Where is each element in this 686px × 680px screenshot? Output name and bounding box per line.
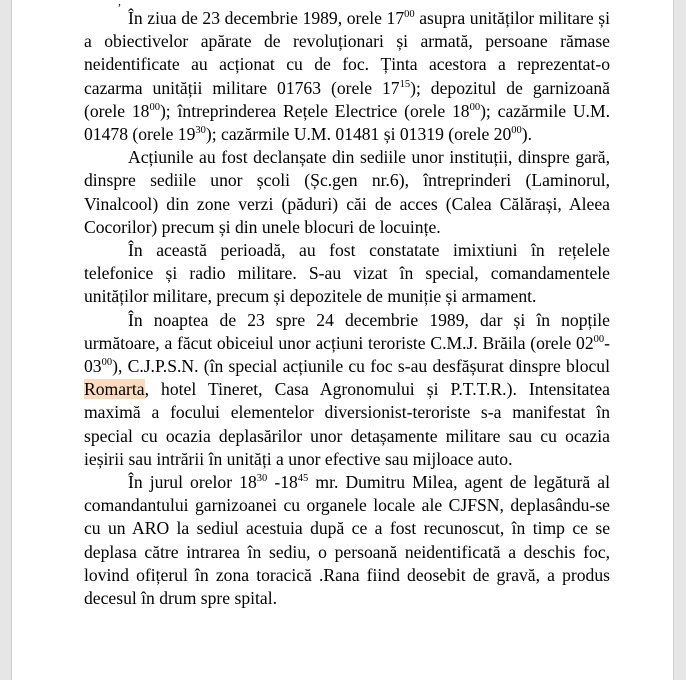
left-window-edge [0,0,12,680]
superscript-minutes: 15 [399,78,411,90]
document-page [84,7,610,610]
highlighted-word: Romarta [84,379,145,400]
text-run: În noaptea de 23 spre 24 decembrie 1989, dar și în nopțile următoare, a făcut obiceiul unor acțiuni teroriste C.M.J. Brăila (orele 02 [84,309,610,353]
superscript-minutes: 00 [593,333,605,345]
text-run: , hotel Tineret, Casa Agronomului și P.T.T.R.). Intensitatea maximă a focului elementelor diversionist-teroriste s-a manifestat în special cu ocazia deplasărilor unor detașamente militare sau cu ocazia ieșirii sau intrării în unități a unor efective sau mijloace auto. [84,379,610,469]
superscript-minutes: 45 [297,473,309,485]
text-run: -18 [267,472,298,493]
superscript-minutes: 30 [256,473,268,485]
text-run: -03 [84,332,610,377]
previous-line-fragment: , [118,0,121,8]
text-run: Acțiunile au fost declanșate din sediile unor instituții, dinspre gară, dinspre sediile unor școli (Șc.gen nr.6), întreprinderi (Laminorul, Vinalcool) din zone verzi (păduri) căi de acces (Calea Călărași, Aleea Cocorilor) precum și din unele blocuri de locuințe. [84,147,610,237]
superscript-minutes: 00 [404,9,415,20]
text-run: ). [521,124,533,145]
paragraph [84,7,610,146]
superscript-minutes: 00 [469,101,481,113]
text-run: ); depozitul de garnizoană (orele 18 [84,77,610,121]
text-run: În ziua de 23 decembrie 1989, orele 17 [128,8,405,28]
paragraph [84,309,610,471]
superscript-minutes: 00 [101,357,113,369]
text-run: ); întreprinderea Rețele Electrice (orele 18 [159,100,470,121]
text-run: În această perioadă, au fost constatate imixtiuni în rețelele telefonice și radio militare. S-au vizat în special, comandamentele unităților militare, precum și depozitele de muniție și armament. [84,240,610,307]
superscript-minutes: 30 [195,125,206,137]
paragraph [84,239,610,309]
right-window-edge [673,0,686,680]
text-run: În jurul orelor 18 [128,472,257,493]
superscript-minutes: 00 [511,125,522,137]
paragraph [84,146,610,239]
paragraph [84,471,610,610]
text-run: ), C.J.P.S.N. (în special acțiunile cu foc s-au desfășurat dinspre blocul [112,356,610,377]
text-run: ); cazărmile U.M. 01478 (orele 19 [84,100,610,145]
superscript-minutes: 00 [149,101,160,113]
text-run: asupra unităților militare și a obiectivelor apărate de revoluționari și armată, persoane rămase neidentificate au acționat cu de foc. Ținta acestora a reprezentat-o cazarma unității militare 01763 (orele 17 [84,8,610,98]
text-run: ); cazărmile U.M. 01481 și 01319 (orele 20 [205,124,512,145]
text-run: mr. Dumitru Milea, agent de legătură al comandantului garnizoanei cu organele locale ale CJFSN, deplasându-se cu un ARO la sediul acestuia după ce a fost recunoscut, în timp ce se deplasa către intrarea în sediu, o persoană neidentificată a deschis foc, lovind ofițerul în zona toracică .Rana fiind deosebit de gravă, a produs decesul în drum spre spital. [84,472,610,609]
